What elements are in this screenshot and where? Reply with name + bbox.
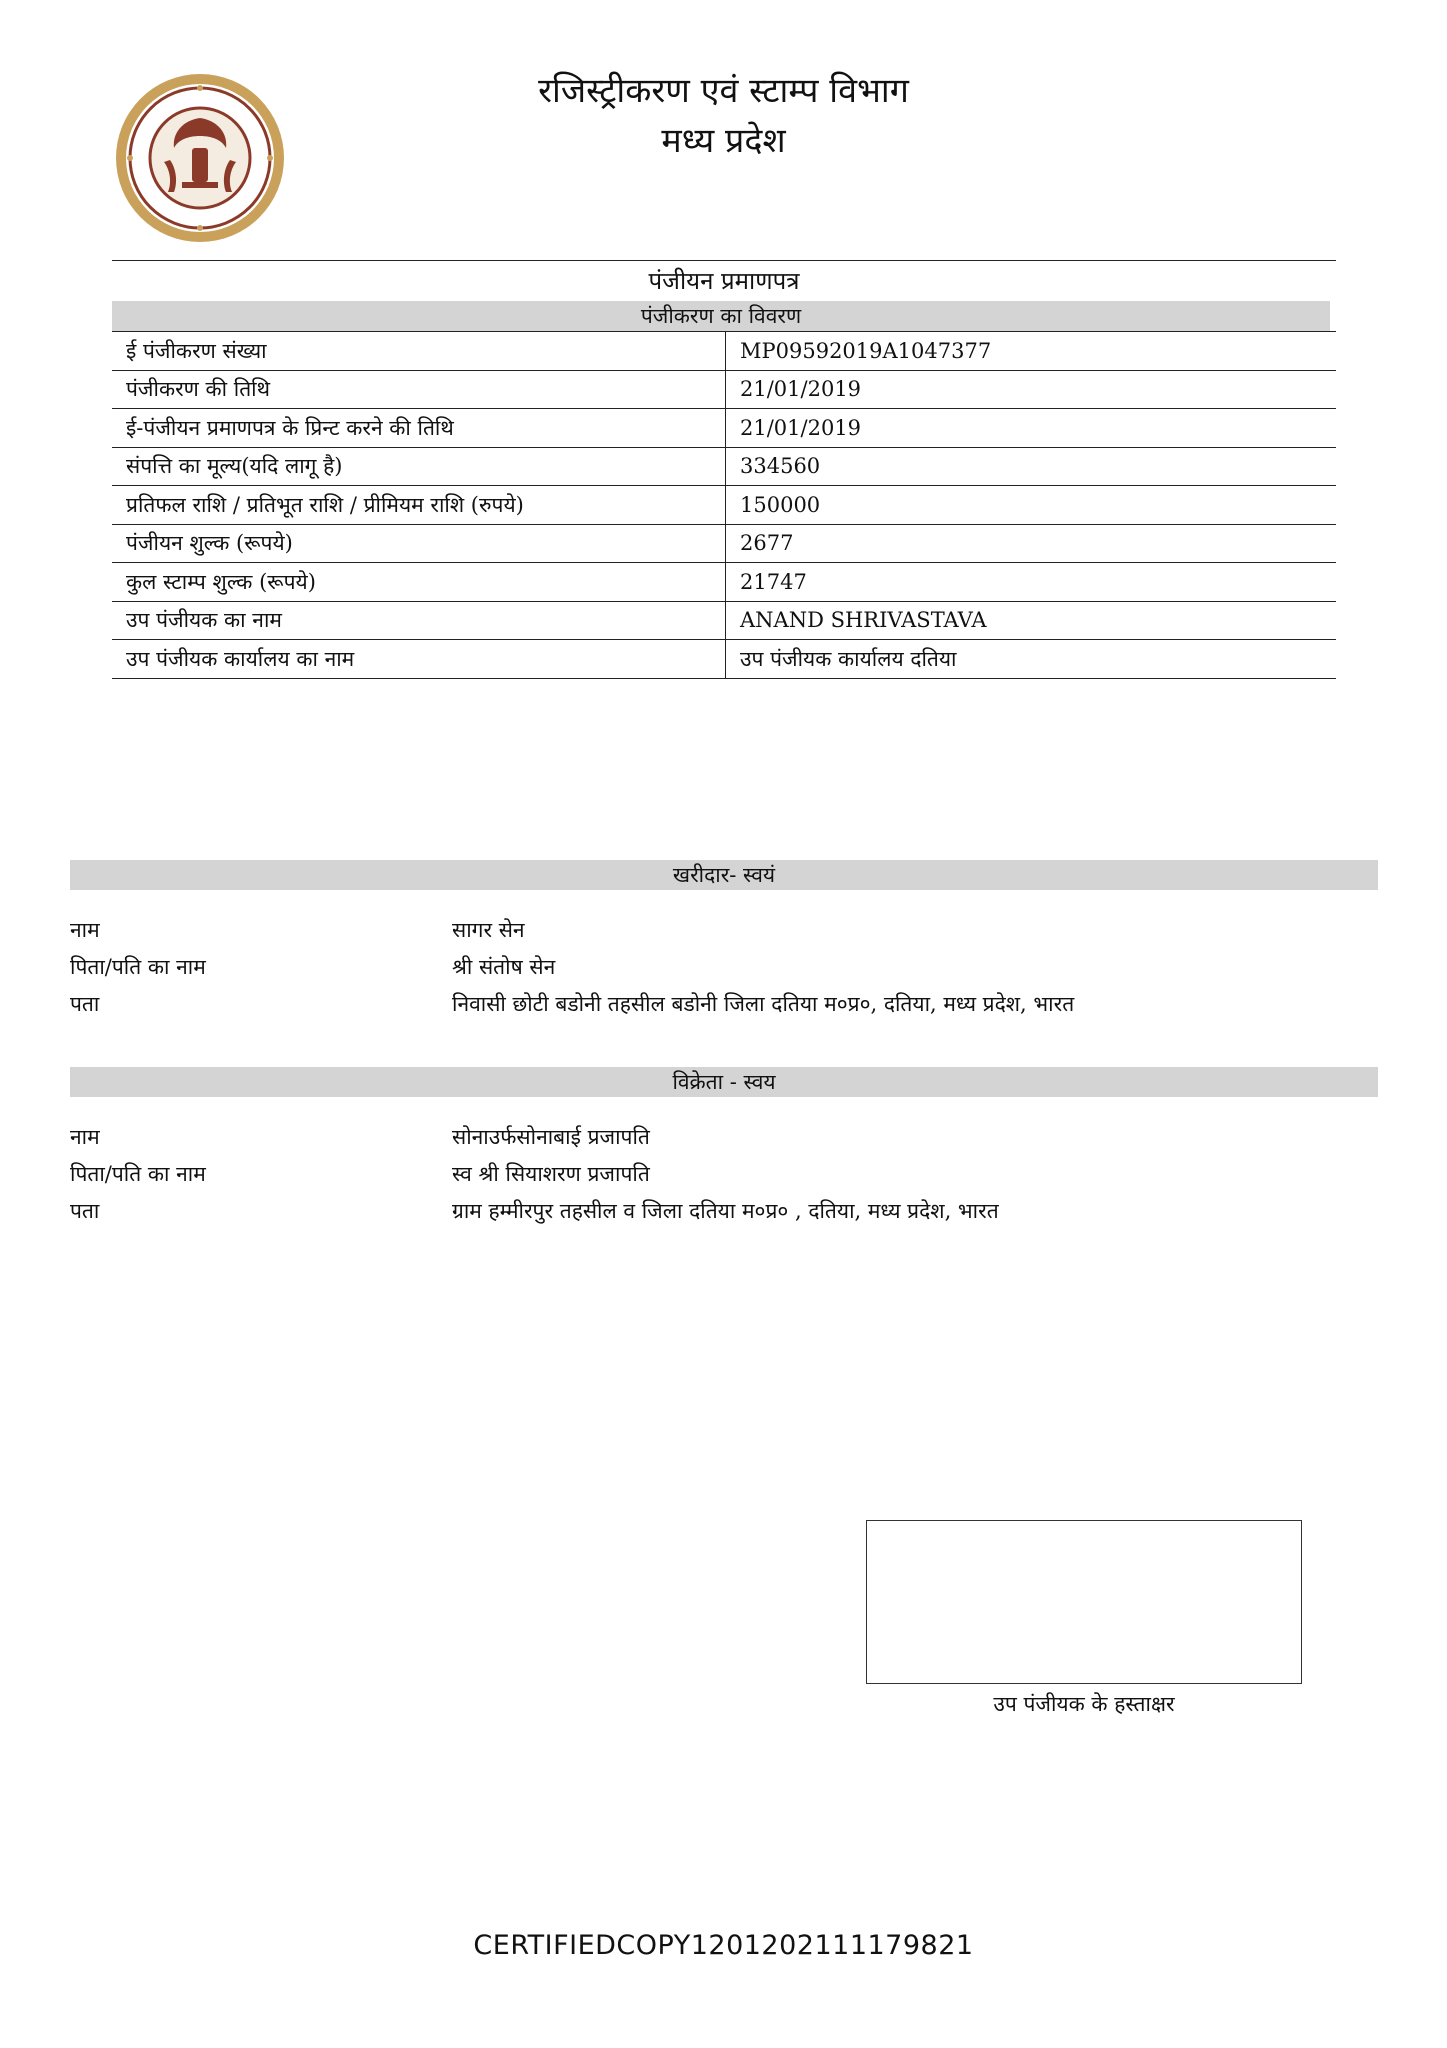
row-value: 21/01/2019 <box>726 409 1337 448</box>
row-value: 150000 <box>726 486 1337 525</box>
row-value: 2677 <box>726 524 1337 563</box>
seller-name: सोनाउर्फसोनाबाई प्रजापति <box>452 1125 650 1149</box>
seller-address: ग्राम हम्मीरपुर तहसील व जिला दतिया म०प्र० , दतिया, मध्य प्रदेश, भारत <box>452 1199 999 1223</box>
registration-details-heading: पंजीकरण का विवरण <box>112 301 1330 331</box>
row-value: MP09592019A1047377 <box>726 332 1337 371</box>
seller-father-row <box>70 1156 1378 1193</box>
seller-name-row <box>70 1119 1378 1156</box>
row-label: ई पंजीकरण संख्या <box>112 332 726 371</box>
registration-details-table <box>112 331 1336 679</box>
father-name-label: पिता/पति का नाम <box>70 1162 206 1186</box>
row-value: 21747 <box>726 563 1337 602</box>
row-label: उप पंजीयक कार्यालय का नाम <box>112 640 726 679</box>
registration-certificate <box>112 260 1336 679</box>
row-label: कुल स्टाम्प शुल्क (रूपये) <box>112 563 726 602</box>
table-row <box>112 409 1336 448</box>
buyer-father-row <box>70 949 1378 986</box>
row-label: प्रतिफल राशि / प्रतिभूत राशि / प्रीमियम राशि (रुपये) <box>112 486 726 525</box>
row-value: 334560 <box>726 447 1337 486</box>
signature-box <box>866 1520 1302 1684</box>
state-name: मध्य प्रदेश <box>661 121 786 161</box>
signature-label: उप पंजीयक के हस्ताक्षर <box>993 1692 1175 1716</box>
buyer-address-row <box>70 986 1378 1023</box>
address-label: पता <box>70 992 100 1016</box>
buyer-section <box>70 860 1378 1023</box>
buyer-heading: खरीदार- स्वयं <box>70 860 1378 890</box>
table-row <box>112 332 1336 371</box>
buyer-name-row <box>70 912 1378 949</box>
buyer-address: निवासी छोटी बडोनी तहसील बडोनी जिला दतिया म०प्र०, दतिया, मध्य प्रदेश, भारत <box>452 992 1075 1016</box>
table-row <box>112 563 1336 602</box>
table-row <box>112 370 1336 409</box>
seller-section <box>70 1067 1378 1230</box>
certificate-title: पंजीयन प्रमाणपत्र <box>648 267 800 295</box>
row-label: पंजीयन शुल्क (रूपये) <box>112 524 726 563</box>
seller-heading: विक्रेता - स्वय <box>70 1067 1378 1097</box>
row-label: ई-पंजीयन प्रमाणपत्र के प्रिन्ट करने की तिथि <box>112 409 726 448</box>
table-row <box>112 640 1336 679</box>
table-row <box>112 601 1336 640</box>
row-label: संपत्ति का मूल्य(यदि लागू है) <box>112 447 726 486</box>
row-label: पंजीकरण की तिथि <box>112 370 726 409</box>
certified-copy-code: CERTIFIEDCOPY1201202111179821 <box>473 1930 974 1961</box>
department-title: रजिस्ट्रीकरण एवं स्टाम्प विभाग <box>538 71 909 111</box>
table-row <box>112 486 1336 525</box>
row-label: उप पंजीयक का नाम <box>112 601 726 640</box>
table-row <box>112 524 1336 563</box>
row-value: 21/01/2019 <box>726 370 1337 409</box>
address-label: पता <box>70 1199 100 1223</box>
table-row <box>112 447 1336 486</box>
father-name-label: पिता/पति का नाम <box>70 955 206 979</box>
seller-address-row <box>70 1193 1378 1230</box>
row-value: उप पंजीयक कार्यालय दतिया <box>726 640 1337 679</box>
seller-father-name: स्व श्री सियाशरण प्रजापति <box>452 1162 650 1186</box>
buyer-name: सागर सेन <box>452 918 525 942</box>
buyer-father-name: श्री संतोष सेन <box>452 955 556 979</box>
name-label: नाम <box>70 918 100 942</box>
name-label: नाम <box>70 1125 100 1149</box>
row-value: ANAND SHRIVASTAVA <box>726 601 1337 640</box>
